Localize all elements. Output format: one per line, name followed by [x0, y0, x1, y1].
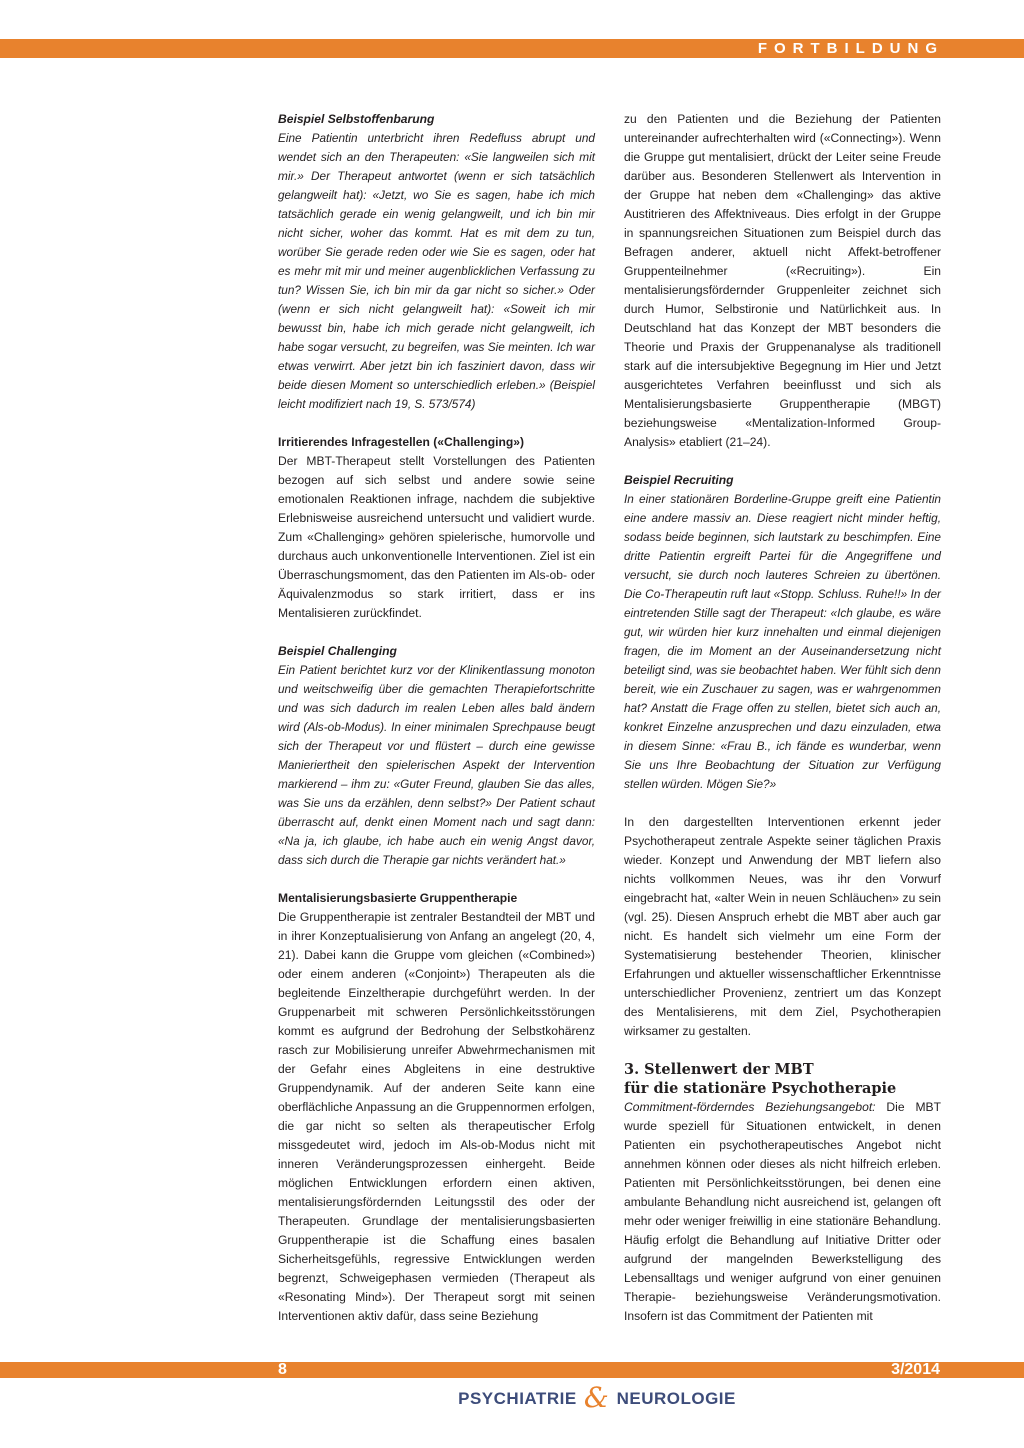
example-challenging: Ein Patient berichtet kurz vor der Klinikentlassung monoton und weitschweifig über die gemachten Therapiefortschritte und was sich dadurch im realen Leben alles bald ändern wird (Als-ob-Modus). In einer minimalen Sprechpause beugt sich der Therapeut vor und flüstert – durch eine gewisse Manieriertheit den spielerischen Aspekt der Intervention markierend – ihm zu: «Guter Freund, glauben Sie das alles, was Sie uns da erzählen, denn selbst?» Der Patient schaut überrascht auf, denkt einen Moment nach und sagt dann: «Na ja, ich glaube, ich habe auch ein wenig Angst davor, dass sich durch die Therapie gar nichts verändert hat.» [278, 663, 595, 867]
paragraph-commitment [624, 1098, 941, 1326]
paragraph-challenging: Der MBT-Therapeut stellt Vorstellungen des Patienten bezogen auf sich selbst und andere sowie seine emotionalen Reaktionen infrage, nachdem die subjektive Erlebnisweise ausreichend untersucht und validiert wurde. Zum «Challenging» gehören spielerische, humorvolle und durchaus auch unkonventionelle Interventionen. Ziel ist ein Überraschungsmoment, das den Patienten im Als-ob- oder Äquivalenzmodus so stark irritiert, dass er ins Mentalisieren zurückfindet. [278, 454, 595, 620]
section-heading-line1: 3. Stellenwert der MBT [624, 1061, 814, 1078]
paragraph-interventionen: In den dargestellten Interventionen erkennt jeder Psychotherapeut zentrale Aspekte seiner täglichen Praxis wieder. Konzept und Anwendung der MBT liefern also nichts vollkommen Neues, was ihr den Vorwurf eingebracht hat, «alter Wein in neuen Schläuchen» zu sein (vgl. 25). Diesen Anspruch erhebt die MBT aber auch gar nicht. Es handelt sich vielmehr um eine Form der Systematisierung bestehender Theorien, klinischer Erfahrungen und aktueller wissenschaftlicher Erkenntnisse unterschiedlicher Provenienz, zentriert um das Konzept des Mentalisierens, mit dem Ziel, Psychotherapien wirksamer zu gestalten. [624, 815, 941, 1038]
page-number: 8 [278, 1361, 287, 1378]
heading-gruppentherapie: Mentalisierungsbasierte Gruppentherapie [278, 891, 518, 905]
section-heading-line2: für die stationäre Psychotherapie [624, 1080, 897, 1097]
example-selbstoffenbarung: Eine Patientin unterbricht ihren Redefluss abrupt und wendet sich an den Therapeuten: «Sie langweilen sich mit mir.» Der Therapeut antwortet (wenn er sich tatsächlich gelangweilt hat): «Jetzt, wo Sie es sagen, habe ich mich tatsächlich gerade ein wenig gelangweilt, und ich bin mir nicht sicher, woher das kommt. Hat es mit dem zu tun, worüber Sie gerade reden oder wie Sie es sagen, oder hat es mehr mit mir und meiner augenblicklichen Verfassung zu tun? Wissen Sie, ich bin mir da gar nicht so sicher.» Oder (wenn er sich nicht gelangweilt hat): «Soweit ich mir bewusst bin, habe ich mich gerade nicht gelangweilt, ich habe sogar versucht, zu begreifen, was Sie meinten. Ich war etwas verwirrt. Aber jetzt bin ich fasziniert davon, dass wir beide diesen Moment so unterschiedlich erleben.» (Beispiel leicht modifiziert nach 19, S. 573/574) [278, 131, 595, 411]
heading-challenging-intro: Irritierendes Infragestellen («Challenging») [278, 435, 524, 449]
right-column [624, 110, 941, 1326]
footer-bar [0, 1362, 1024, 1378]
logo-word-psychiatrie: PSYCHIATRIE [458, 1389, 577, 1408]
heading-beispiel-recruiting: Beispiel Recruiting [624, 473, 734, 487]
journal-logo [452, 1378, 742, 1418]
paragraph-gruppentherapie: Die Gruppentherapie ist zentraler Bestandteil der MBT und in ihrer Konzeptualisierung von Anfang an angelegt (20, 4, 21). Dabei kann die Gruppe vom gleichen («Combined») oder einem anderen («Conjoint») Therapeuten als die begleitende Einzeltherapie durchgeführt werden. In der Gruppenarbeit mit schweren Persönlichkeitsstörungen kommt es aufgrund der Bedrohung der Selbstkohärenz rasch zur Mobilisierung unreifer Abwehrmechanismen mit der Gefahr eines Abgleitens in eine destruktive Gruppendynamik. Auf der anderen Seite kann eine oberflächliche Anpassung an die Gruppennormen erfolgen, die gar nicht so selten als therapeutischer Erfolg missgedeutet wird, jedoch im Als-ob-Modus nicht mit inneren Veränderungsprozessen einhergeht. Beide möglichen Entwicklungen erfordern einen aktiven, mentalisierungsfördernden Leitungsstil des oder der Therapeuten. Grundlage der mentalisierungsbasierten Gruppentherapie ist die Schaffung eines basalen Sicherheitsgefühls, regressive Entwicklungen werden begrenzt, Schweigephasen vermieden (Therapeut als «Resonating Mind»). Der Therapeut sorgt mit seinen Interventionen aktiv dafür, dass seine Beziehung [278, 910, 595, 1323]
issue-number: 3/2014 [891, 1361, 940, 1378]
logo-ampersand: & [583, 1381, 610, 1414]
heading-beispiel-challenging: Beispiel Challenging [278, 644, 397, 658]
logo-word-neurologie: NEUROLOGIE [616, 1389, 736, 1408]
header-bar [0, 39, 1024, 58]
commitment-text: Die MBT wurde speziell für Situationen entwickelt, in denen Patienten ein psychotherapeutisches Angebot nicht annehmen können oder dieses als nicht hilfreich erleben. Patienten mit Persönlichkeitsstörungen, bei denen eine ambulante Behandlung nicht ausreichend ist, gelangen oft mehr oder weniger freiwillig in eine stationäre Behandlung. Häufig erfolgt die Behandlung auf Initiative Dritter oder aufgrund der mangelnden Bewerkstelligung des Lebensalltags und weniger aufgrund von einer genuinen Therapie- beziehungsweise Veränderungsmotivation. Insofern ist das Commitment der Patienten mit [624, 1100, 941, 1323]
commitment-lead: Commitment-förderndes Beziehungsangebot: [624, 1100, 876, 1114]
paragraph-connecting: zu den Patienten und die Beziehung der Patienten untereinander aufrechterhalten wird («Connecting»). Wenn die Gruppe gut mentalisiert, drückt der Leiter seine Freude darüber aus. Besonderen Stellenwert als Intervention in der Gruppe hat neben dem «Challenging» das aktive Austitrieren des Affektniveaus. Dies erfolgt in der Gruppe in spannungsreichen Situationen zum Beispiel durch das Befragen anderer, aktuell nicht Affekt-betroffener Gruppenteilnehmer («Recruiting»). Ein mentalisierungsfördernder Gruppenleiter zeichnet sich durch Humor, Selbstironie und Natürlichkeit aus. In Deutschland hat das Konzept der MBT besonders die Theorie und Praxis der Gruppenanalyse als traditionell stark auf die intersubjektive Begegnung im Hier und Jetzt ausgerichtetes Verfahren beeinflusst und sich als Mentalisierungsbasierte Gruppentherapie (MBGT) beziehungsweise «Mentalization-Informed Group-Analysis» etabliert (21–24). [624, 112, 941, 449]
section-label: FORTBILDUNG [757, 40, 944, 57]
heading-selbstoffenbarung: Beispiel Selbstoffenbarung [278, 112, 435, 126]
example-recruiting: In einer stationären Borderline-Gruppe greift eine Patientin eine andere massiv an. Diese reagiert nicht minder heftig, sodass beide beginnen, sich lautstark zu beschimpfen. Eine dritte Patientin ergreift Partei für die Angegriffene und versucht, sie durch noch lauteres Schreien zu übertönen. Die Co-Therapeutin ruft laut «Stopp. Schluss. Ruhe!!» In der eintretenden Stille sagt der Therapeut: «Ich glaube, es wäre gut, wir würden hier kurz innehalten und einmal diejenigen fragen, die im Moment an der Auseinandersetzung nicht beteiligt sind, was sie beobachtet haben. Wer fühlt sich denn bereit, wie ein Zuschauer zu sagen, was er wahrgenommen hat? Anstatt die Frage offen zu stellen, bietet sich auch an, konkret Einzelne anzusprechen und dazu einzuladen, etwa in diesem Sinne: «Frau B., ich fände es wunderbar, wenn Sie uns Ihre Beobachtung der Situation zur Verfügung stellen würden. Mögen Sie?» [624, 492, 941, 791]
left-column [278, 110, 595, 1326]
